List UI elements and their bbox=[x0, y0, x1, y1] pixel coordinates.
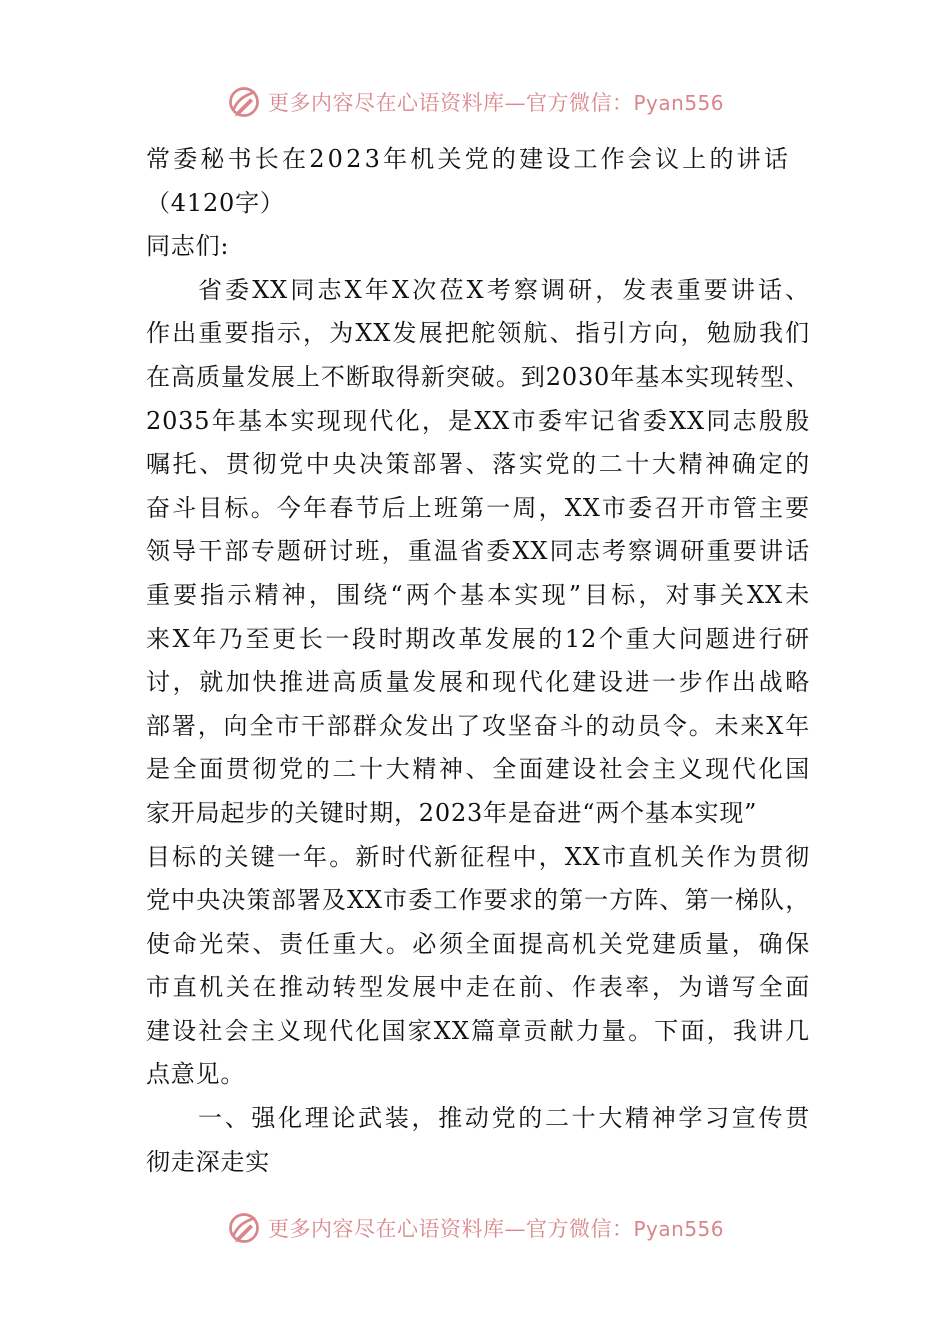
paragraph-line: 市直机关在推动转型发展中走在前、作表率，为谱写全面 bbox=[146, 973, 810, 1002]
paragraph-line: 党中央决策部署及XX市委工作要求的第一方阵、第一梯队， bbox=[146, 886, 810, 915]
paragraph-line: 来X年乃至更长一段时期改革发展的12个重大问题进行研 bbox=[146, 624, 810, 653]
paragraph-line: 讨，就加快推进高质量发展和现代化建设进一步作出战略 bbox=[146, 668, 810, 697]
paragraph-line: 奋斗目标。今年春节后上班第一周，XX市委召开市管主要 bbox=[146, 493, 810, 522]
paragraph-line: 点意见。 bbox=[146, 1060, 246, 1089]
document-title-line-1: 常委秘书长在2023年机关党的建设工作会议上的讲话 bbox=[146, 145, 792, 173]
pen-swirl-logo-icon bbox=[226, 84, 262, 120]
paragraph-line: 重要指示精神，围绕“两个基本实现”目标，对事关XX未 bbox=[146, 580, 810, 609]
paragraph-line: 作出重要指示，为XX发展把舵领航、指引方向，勉励我们 bbox=[146, 319, 810, 348]
salutation: 同志们: bbox=[146, 232, 230, 261]
paragraph-line: 部署，向全市干部群众发出了攻坚奋斗的动员令。未来X年 bbox=[146, 711, 810, 740]
top-watermark-banner bbox=[0, 84, 950, 120]
paragraph-line: 2035年基本实现现代化，是XX市委牢记省委XX同志殷殷 bbox=[146, 406, 810, 435]
paragraph-1 bbox=[146, 269, 810, 1097]
paragraph-line: 省委XX同志X年X次莅X考察调研，发表重要讲话、 bbox=[198, 275, 810, 304]
paragraph-line: 在高质量发展上不断取得新突破。到2030年基本实现转型、 bbox=[146, 362, 810, 391]
section-heading-1 bbox=[146, 1097, 810, 1184]
paragraph-line: 家开局起步的关键时期，2023年是奋进“两个基本实现” bbox=[146, 798, 758, 827]
paragraph-line: 是全面贯彻党的二十大精神、全面建设社会主义现代化国 bbox=[146, 755, 810, 784]
document-body bbox=[146, 138, 810, 1184]
watermark-text: 更多内容尽在心语资料库—官方微信：Pyan556 bbox=[267, 1217, 724, 1241]
document-title-line-2: （4120字） bbox=[146, 188, 285, 217]
watermark-text: 更多内容尽在心语资料库—官方微信：Pyan556 bbox=[267, 91, 724, 115]
paragraph-line: 领导干部专题研讨班，重温省委XX同志考察调研重要讲话 bbox=[146, 537, 810, 566]
paragraph-line: 使命光荣、责任重大。必须全面提高机关党建质量，确保 bbox=[146, 929, 810, 958]
paragraph-line: 目标的关键一年。新时代新征程中，XX市直机关作为贯彻 bbox=[146, 842, 810, 871]
heading-line: 彻走深走实 bbox=[146, 1147, 270, 1176]
paragraph-line: 嘱托、贯彻党中央决策部署、落实党的二十大精神确定的 bbox=[146, 450, 810, 479]
heading-line: 一、强化理论武装，推动党的二十大精神学习宣传贯 bbox=[198, 1104, 810, 1133]
bottom-watermark-banner bbox=[0, 1210, 950, 1246]
paragraph-line: 建设社会主义现代化国家XX篇章贡献力量。下面，我讲几 bbox=[146, 1016, 810, 1045]
pen-swirl-logo-icon bbox=[226, 1210, 262, 1246]
